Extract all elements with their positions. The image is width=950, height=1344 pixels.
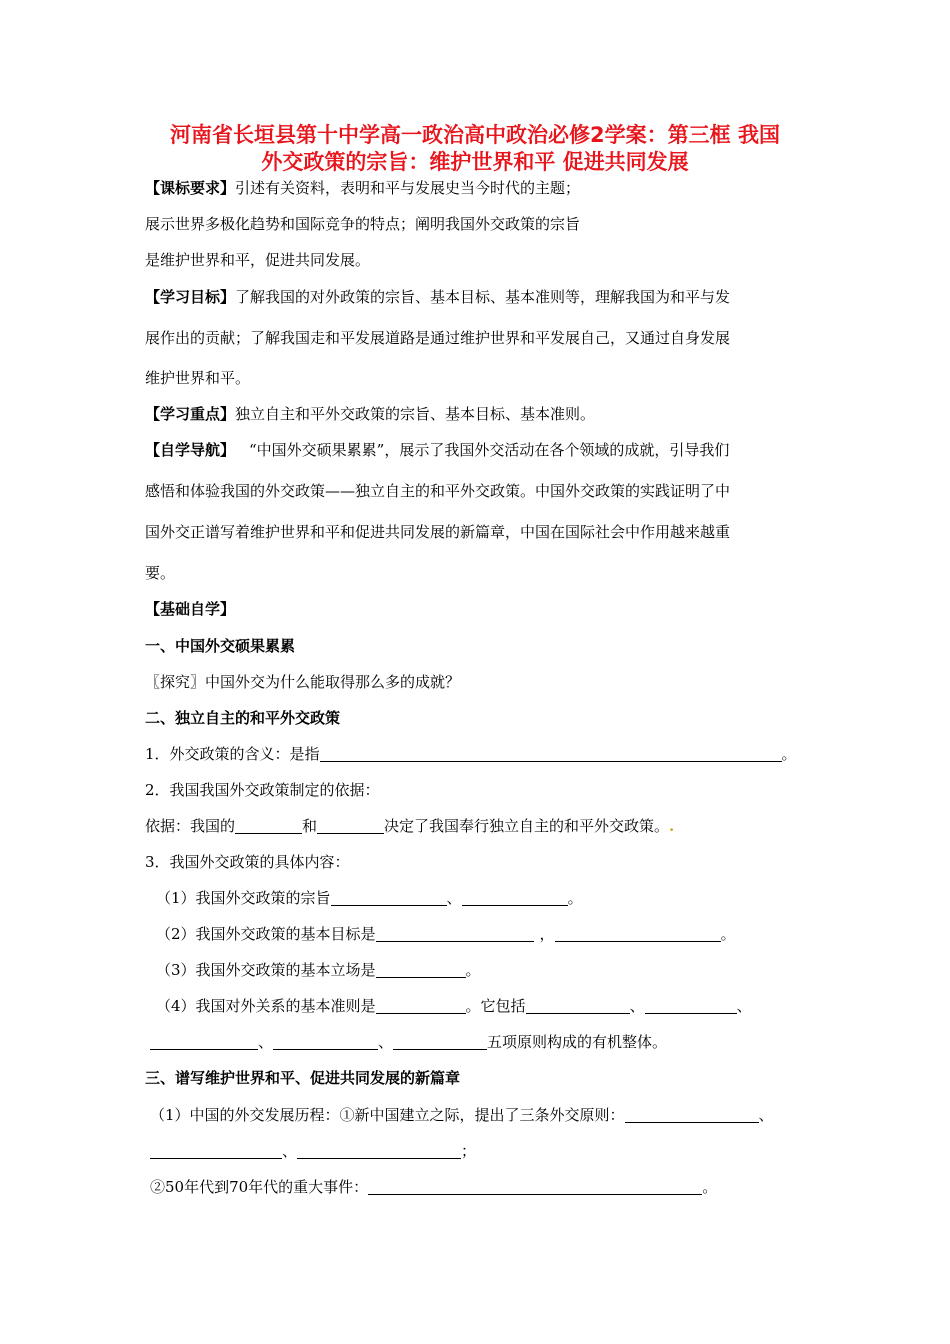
period: 。 — [781, 745, 797, 763]
includes-text: 。它包括 — [465, 997, 526, 1015]
answer-blank[interactable] — [625, 1106, 759, 1123]
and-text: 和 — [302, 817, 318, 835]
separator: 、 — [736, 997, 752, 1015]
daohang-line-1 — [145, 440, 729, 460]
mubiao-label: 【学习目标】 — [145, 288, 236, 306]
section-1-heading: 一、中国外交硕果累累 — [145, 637, 296, 655]
answer-blank[interactable] — [526, 997, 630, 1014]
history-line-2 — [150, 1141, 476, 1161]
answer-blank[interactable] — [317, 817, 384, 834]
item-4-end: 五项原则构成的有机整体。 — [487, 1033, 668, 1051]
answer-blank[interactable] — [150, 1142, 282, 1159]
question-1 — [145, 744, 797, 764]
separator: 、 — [378, 1033, 394, 1051]
decorative-dot: . — [669, 817, 675, 835]
basis-suffix: 决定了我国奉行独立自主的和平外交政策。 — [384, 817, 670, 835]
tanjiu-line: 〖探究〗中国外交为什么能取得那么多的成就？ — [145, 673, 461, 691]
answer-blank[interactable] — [150, 1033, 258, 1050]
question-1-text: 1．外交政策的含义：是指 — [145, 745, 320, 763]
mubiao-text-1: 了解我国的对外政策的宗旨、基本目标、基本准则等，理解我国为和平与发 — [235, 288, 731, 306]
answer-blank[interactable] — [235, 817, 302, 834]
period: 。 — [720, 925, 736, 943]
content-item-2 — [156, 924, 736, 944]
item-2-text: （2）我国外交政策的基本目标是 — [156, 925, 376, 943]
answer-blank[interactable] — [462, 889, 568, 906]
kebiao-line-1 — [145, 178, 580, 198]
question-3: 3．我国外交政策的具体内容： — [145, 853, 350, 871]
daohang-line-4: 要。 — [145, 564, 176, 582]
period: 。 — [567, 889, 583, 907]
history-text: （1）中国的外交发展历程：①新中国建立之际，提出了三条外交原则： — [150, 1106, 625, 1124]
content-item-3 — [156, 960, 481, 980]
separator: 、 — [629, 997, 645, 1015]
content-item-4-cont — [150, 1032, 667, 1052]
kebiao-label: 【课标要求】 — [145, 179, 236, 197]
period: 。 — [702, 1178, 718, 1196]
document-title — [130, 122, 820, 176]
zhongdian-text: 独立自主和平外交政策的宗旨、基本目标、基本准则。 — [235, 405, 596, 423]
separator: 、 — [758, 1106, 774, 1124]
answer-blank[interactable] — [393, 1033, 487, 1050]
daohang-line-3: 国外交正谱写着维护世界和平和促进共同发展的新篇章，中国在国际社会中作用越来越重 — [145, 523, 731, 541]
kebiao-line-2: 展示世界多极化趋势和国际竞争的特点；阐明我国外交政策的宗旨 — [145, 215, 581, 233]
answer-blank[interactable] — [297, 1142, 461, 1159]
daohang-label: 【自学导航】 — [145, 441, 236, 459]
answer-blank[interactable] — [320, 745, 782, 762]
question-2-basis — [145, 816, 674, 836]
title-line-2: 外交政策的宗旨：维护世界和平 促进共同发展 — [261, 150, 689, 174]
zhongdian-line — [145, 404, 595, 424]
mubiao-line-1 — [145, 287, 730, 307]
separator: 、 — [282, 1142, 298, 1160]
semicolon: ； — [461, 1142, 477, 1160]
events-text: ②50年代到70年代的重大事件： — [150, 1178, 369, 1196]
history-line-1 — [150, 1105, 774, 1125]
item-3-text: （3）我国外交政策的基本立场是 — [156, 961, 376, 979]
kebiao-line-3: 是维护世界和平，促进共同发展。 — [145, 251, 371, 269]
history-line-3 — [150, 1177, 717, 1197]
question-2: 2．我国我国外交政策制定的依据： — [145, 781, 380, 799]
content-item-1 — [156, 888, 583, 908]
period: 。 — [465, 961, 481, 979]
content-item-4 — [156, 996, 752, 1016]
daohang-line-2: 感悟和体验我国的外交政策——独立自主的和平外交政策。中国外交政策的实践证明了中 — [145, 482, 731, 500]
answer-blank[interactable] — [376, 925, 534, 942]
section-2-heading: 二、独立自主的和平外交政策 — [145, 709, 341, 727]
answer-blank[interactable] — [555, 925, 721, 942]
section-3-heading: 三、谱写维护世界和平、促进共同发展的新篇章 — [145, 1069, 461, 1087]
mubiao-line-2: 展作出的贡献；了解我国走和平发展道路是通过维护世界和平发展自己，又通过自身发展 — [145, 329, 731, 347]
jichu-label: 【基础自学】 — [145, 600, 236, 618]
answer-blank[interactable] — [273, 1033, 378, 1050]
item-1-text: （1）我国外交政策的宗旨 — [156, 889, 331, 907]
answer-blank[interactable] — [376, 961, 466, 978]
zhongdian-label: 【学习重点】 — [145, 405, 236, 423]
answer-blank[interactable] — [331, 889, 447, 906]
separator: ， — [539, 925, 555, 943]
mubiao-line-3: 维护世界和平。 — [145, 369, 251, 387]
item-4-text: （4）我国对外关系的基本准则是 — [156, 997, 376, 1015]
kebiao-text-1: 引述有关资料，表明和平与发展史当今时代的主题； — [235, 179, 581, 197]
basis-prefix: 依据：我国的 — [145, 817, 236, 835]
answer-blank[interactable] — [368, 1178, 702, 1195]
daohang-text-1: “中国外交硕果累累”，展示了我国外交活动在各个领域的成就，引导我们 — [249, 441, 730, 459]
separator: 、 — [258, 1033, 274, 1051]
title-line-1: 河南省长垣县第十中学高一政治高中政治必修2学案：第三框 我国 — [170, 123, 780, 147]
answer-blank[interactable] — [376, 997, 466, 1014]
separator: 、 — [446, 889, 462, 907]
answer-blank[interactable] — [645, 997, 737, 1014]
